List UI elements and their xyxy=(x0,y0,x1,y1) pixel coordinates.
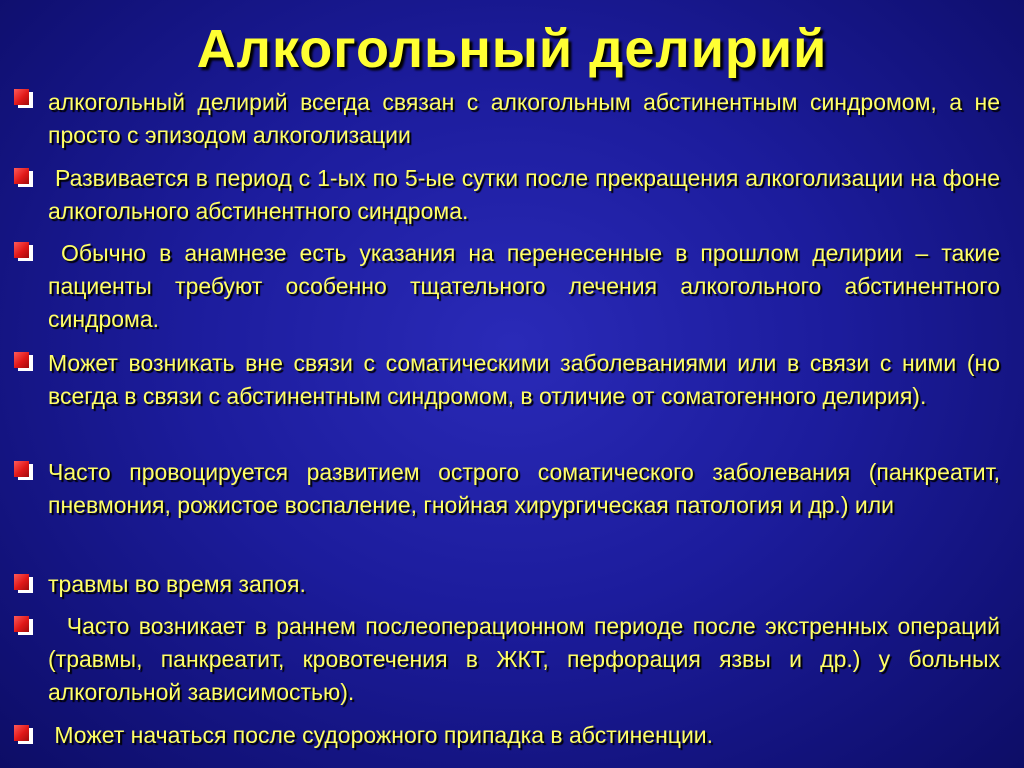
bullet-square-icon xyxy=(14,168,34,188)
bullet-square-icon xyxy=(14,242,34,262)
list-item-text: Часто возникает в раннем послеоперационном периоде после экстренных операций (травмы, панкреатит, кровотечения в ЖКТ, перфорация язвы и др.) у больных алкогольной зависимостью). xyxy=(48,613,1007,705)
bullet-square-icon xyxy=(14,725,34,745)
list-item-text: Может начаться после судорожного припадка в абстиненции. xyxy=(48,722,714,748)
list-item-text: Часто провоцируется развитием острого соматического заболевания (панкреатит, пневмония, рожистое воспаление, гнойная хирургическая патология и др.) или xyxy=(48,459,1007,518)
bullet-square-icon xyxy=(14,461,34,481)
list-item-text: Может возникать вне связи с соматическими заболеваниями или в связи с ними (но всегда в связи с абстинентным синдромом, в отличие от соматогенного делирия). xyxy=(48,350,1007,409)
bullet-square-icon xyxy=(14,352,34,372)
bullet-square-icon xyxy=(14,616,34,636)
list-item-text: травмы во время запоя. xyxy=(48,571,306,597)
bullet-square-icon xyxy=(14,89,34,109)
list-item-text: Обычно в анамнезе есть указания на перенесенные в прошлом делирии – такие пациенты требуют особенно тщательного лечения алкогольного абстинентного синдрома. xyxy=(48,240,1007,332)
list-item-text: Развивается в период с 1-ых по 5-ые сутки после прекращения алкоголизации на фоне алкогольного абстинентного синдрома. xyxy=(48,165,1007,224)
slide-title: Алкогольный делирий xyxy=(196,19,828,79)
bullet-square-icon xyxy=(14,574,34,594)
list-item-text: алкогольный делирий всегда связан с алкогольным абстинентным синдромом, а не просто с эпизодом алкоголизации xyxy=(48,89,1007,148)
